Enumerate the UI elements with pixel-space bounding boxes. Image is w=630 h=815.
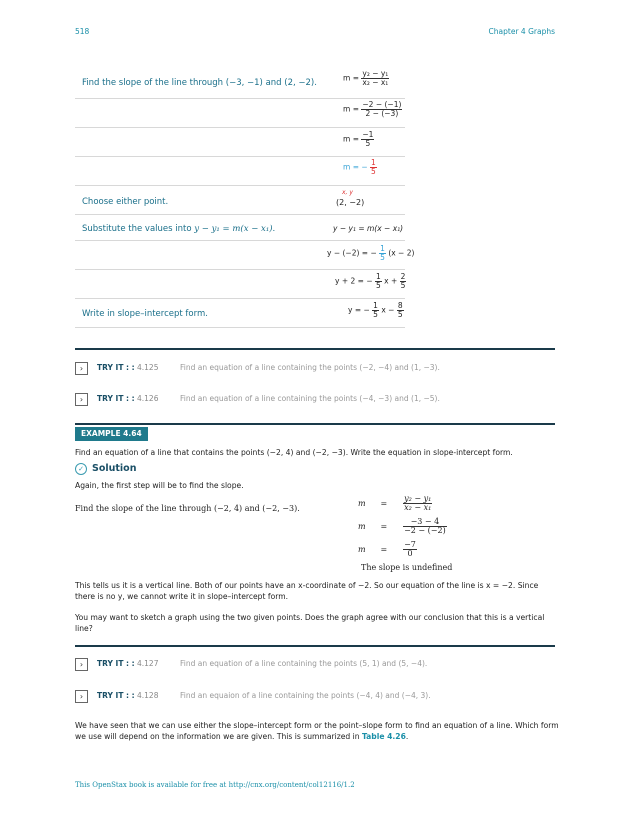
example-badge: EXAMPLE 4.64 — [75, 427, 148, 441]
vertical-line-paragraph: This tells us it is a vertical line. Both of our points have an x-coordinate of −2. So our equation of the line is x = −2. Since there is no y, we cannot write it in slope–intercept form. — [75, 581, 539, 601]
denominator: 5 — [371, 166, 376, 176]
slope-eq-2 — [358, 518, 447, 536]
slope-eq-3 — [358, 541, 417, 559]
lhs: y − (−2) = − — [327, 248, 377, 258]
try-it-4-126 — [75, 393, 555, 409]
denominator: x₂ − x₁ — [362, 77, 389, 87]
slope-formula — [343, 70, 389, 87]
step-find-slope: Find the slope of the line through (−3, −1) and (2, −2). — [82, 78, 317, 88]
numerator: −7 — [404, 540, 416, 549]
solution-intro: Again, the first step will be to find the slope. — [75, 481, 244, 490]
numerator: y₂ − y₁ — [404, 494, 432, 503]
final-equation — [348, 302, 404, 319]
try-it-number: 4.126 — [137, 394, 159, 403]
denominator: 5 — [373, 309, 378, 319]
step-text: Substitute the values into — [82, 224, 192, 234]
try-it-label: TRY IT : : — [97, 363, 135, 372]
try-it-4-125 — [75, 362, 555, 378]
chevron-right-icon[interactable]: › — [75, 690, 88, 703]
slope-simplified — [343, 131, 374, 148]
point-slope-generic: y − y₁ = m(x − x₁) — [333, 224, 404, 233]
equals: = — [380, 544, 388, 554]
numerator: 1 — [376, 272, 381, 281]
check-circle-icon: ✓ — [75, 463, 87, 475]
numerator: y₂ − y₁ — [362, 69, 389, 78]
chevron-right-icon[interactable]: › — [75, 393, 88, 406]
rhs: (x − 2) — [388, 248, 415, 258]
step-choose-point: Choose either point. — [82, 197, 169, 207]
example-prompt: Find an equation of a line that contains the points (−2, 4) and (−2, −3). Write the equation in slope-intercept form. — [75, 448, 513, 457]
numerator: 1 — [371, 158, 376, 167]
page-number: 518 — [75, 27, 90, 36]
m-label: m — [358, 544, 366, 554]
numerator: −2 − (−1) — [362, 100, 402, 109]
chapter-title: Chapter 4 Graphs — [488, 27, 555, 36]
closing-end: . — [405, 732, 409, 741]
solution-heading: Solution — [92, 463, 137, 474]
chevron-right-icon[interactable]: › — [75, 658, 88, 671]
try-it-label: TRY IT : : — [97, 659, 135, 668]
denominator: 2 − (−3) — [365, 108, 399, 118]
lhs: y + 2 = − — [335, 276, 373, 286]
slope-eq-1 — [358, 495, 432, 513]
try-it-text: Find an equation of a line containing the points (5, 1) and (5, −4). — [180, 659, 428, 668]
mid: x + — [384, 276, 398, 286]
m-label: m = − — [343, 162, 368, 172]
try-it-text: Find an equation of a line containing the points (−4, −3) and (1, −5). — [180, 394, 440, 403]
m-label: m — [358, 521, 366, 531]
footer-note: This OpenStax book is available for free at http://cnx.org/content/col12116/1.2 — [75, 781, 355, 789]
try-it-number: 4.125 — [137, 363, 159, 372]
try-it-4-128 — [75, 690, 555, 706]
denominator: 5 — [365, 138, 371, 148]
try-it-number: 4.128 — [137, 691, 159, 700]
slope-step: Find the slope of the line through (−2, 4) and (−2, −3). — [75, 504, 300, 513]
denominator: −2 − (−2) — [404, 526, 446, 536]
mid: x − — [381, 305, 395, 315]
lhs: y = − — [348, 305, 370, 315]
try-it-text: Find an equaion of a line containing the points (−4, 4) and (−4, 3). — [180, 691, 431, 700]
closing-text: We have seen that we can use either the slope–intercept form or the point–slope form to find an equation of a line. Which form we use will depend on the information we are given. This is summarized in — [75, 721, 559, 741]
slope-result — [343, 159, 377, 176]
equals: = — [380, 498, 388, 508]
try-it-label: TRY IT : : — [97, 691, 135, 700]
try-it-number: 4.127 — [137, 659, 159, 668]
equals: = — [380, 521, 388, 531]
table-link[interactable]: Table 4.26 — [361, 732, 406, 741]
try-it-4-127 — [75, 658, 555, 674]
denominator: 0 — [407, 549, 413, 559]
numerator: 1 — [380, 244, 385, 253]
denominator: 5 — [400, 280, 406, 290]
denominator: 5 — [376, 280, 381, 290]
point-slope-formula: y − y₁ = m(x − x₁). — [194, 224, 276, 234]
closing-paragraph — [75, 720, 560, 742]
point-slope-substituted — [327, 245, 414, 262]
numerator: 1 — [373, 301, 378, 310]
numerator: 2 — [400, 272, 406, 281]
slope-undefined: The slope is undefined — [361, 563, 453, 572]
sketch-paragraph: You may want to sketch a graph using the two given points. Does the graph agree with our conclusion that this is a vertical line? — [75, 613, 545, 633]
slope-substituted — [343, 101, 402, 118]
m-label: m = — [343, 134, 359, 144]
point-labels: x, y — [342, 189, 353, 196]
numerator: −3 − 4 — [403, 518, 447, 527]
step-substitute — [82, 224, 275, 234]
m-label: m = — [343, 73, 359, 83]
numerator: 8 — [397, 301, 403, 310]
m-label: m = — [343, 104, 359, 114]
chevron-right-icon[interactable]: › — [75, 362, 88, 375]
chosen-point — [336, 188, 364, 208]
step-slope-intercept: Write in slope–intercept form. — [82, 309, 208, 319]
denominator: 5 — [397, 309, 403, 319]
m-label: m — [358, 498, 366, 508]
denominator: x₂ − x₁ — [404, 503, 432, 513]
try-it-label: TRY IT : : — [97, 394, 135, 403]
distributed-equation — [335, 273, 406, 290]
numerator: −1 — [362, 130, 374, 139]
denominator: 5 — [380, 252, 385, 262]
try-it-text: Find an equation of a line containing the points (−2, −4) and (1, −3). — [180, 363, 440, 372]
point-value: (2, −2) — [336, 198, 365, 207]
